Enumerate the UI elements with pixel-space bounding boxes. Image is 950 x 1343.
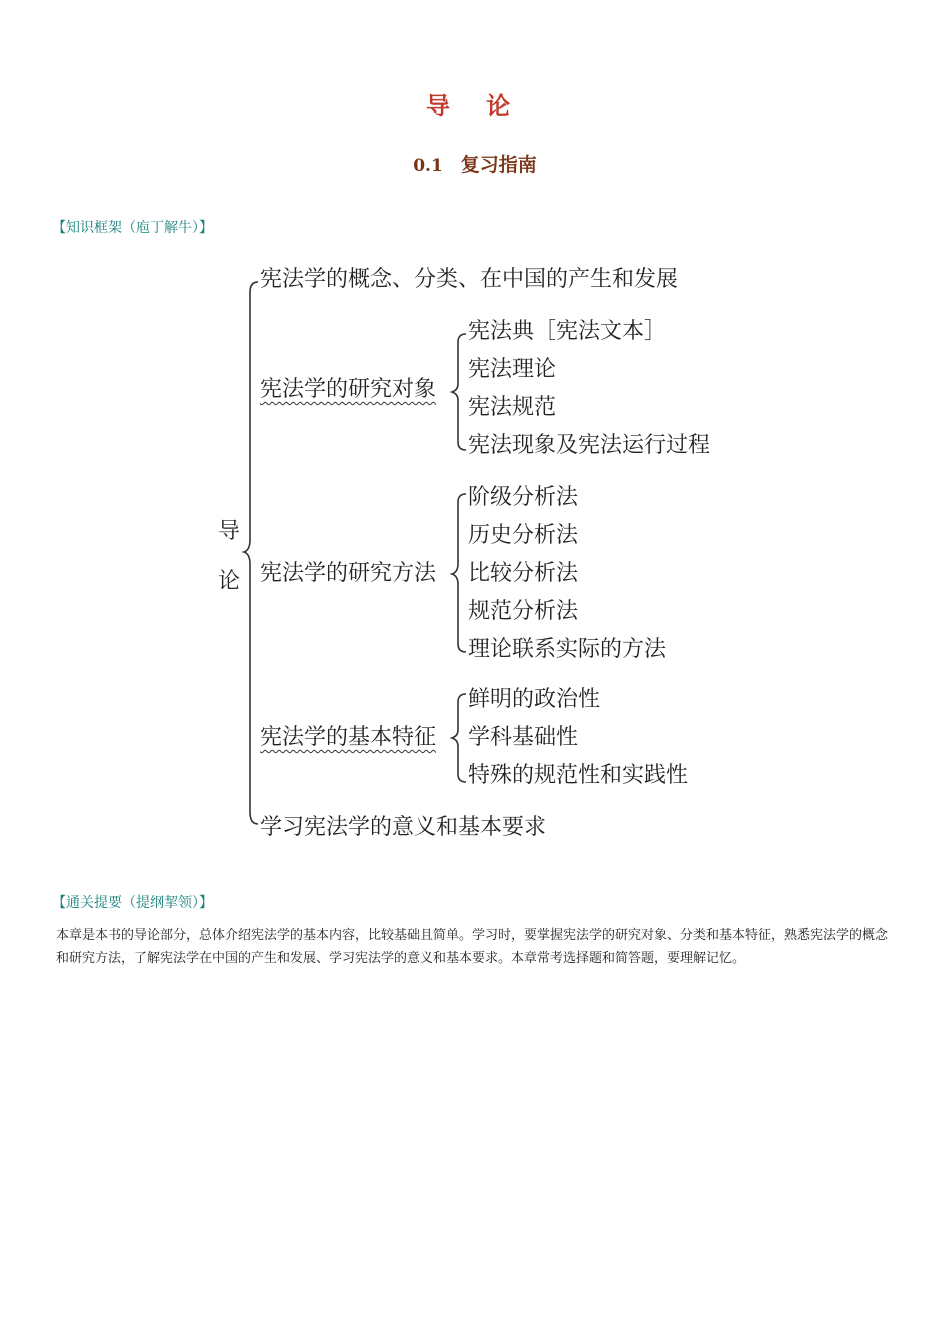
root-char-2: 论	[218, 569, 241, 594]
method-item-4: 规范分析法	[468, 599, 579, 624]
object-item-2: 宪法理论	[468, 357, 557, 382]
section-number: 0.1	[413, 156, 443, 176]
branch-research-method: 宪法学的研究方法	[260, 561, 437, 586]
object-item-1: 宪法典［宪法文本］	[468, 319, 667, 344]
summary-label: 【通关提要（提纲挈领）】	[52, 895, 213, 911]
branch-significance: 学习宪法学的意义和基本要求	[260, 815, 547, 840]
branch-concept: 宪法学的概念、分类、在中国的产生和发展	[260, 267, 679, 292]
object-item-3: 宪法规范	[468, 395, 557, 420]
knowledge-framework-diagram	[200, 258, 760, 858]
summary-paragraph: 本章是本书的导论部分，总体介绍宪法学的基本内容，比较基础且简单。学习时，要掌握宪法学的研究对象、分类和基本特征，熟悉宪法学的概念和研究方法，了解宪法学在中国的产生和发展、学习宪法学的意义和基本要求。本章常考选择题和简答题，要理解记忆。	[56, 928, 889, 966]
branch-basic-features: 宪法学的基本特征	[260, 725, 437, 750]
section-heading: 复习指南	[460, 154, 537, 176]
root-char-1: 导	[218, 519, 241, 544]
framework-label: 【知识框架（庖丁解牛）】	[52, 220, 213, 236]
section-title	[0, 150, 950, 177]
chapter-title: 导 论	[425, 92, 525, 120]
method-item-1: 阶级分析法	[468, 485, 579, 510]
feature-item-2: 学科基础性	[468, 725, 579, 750]
method-item-2: 历史分析法	[468, 523, 579, 548]
branch-research-object: 宪法学的研究对象	[260, 377, 437, 402]
feature-item-3: 特殊的规范性和实践性	[468, 763, 689, 788]
feature-item-1: 鲜明的政治性	[468, 687, 601, 712]
method-item-5: 理论联系实际的方法	[468, 637, 667, 662]
object-item-4: 宪法现象及宪法运行过程	[468, 433, 711, 458]
method-item-3: 比较分析法	[468, 561, 579, 586]
